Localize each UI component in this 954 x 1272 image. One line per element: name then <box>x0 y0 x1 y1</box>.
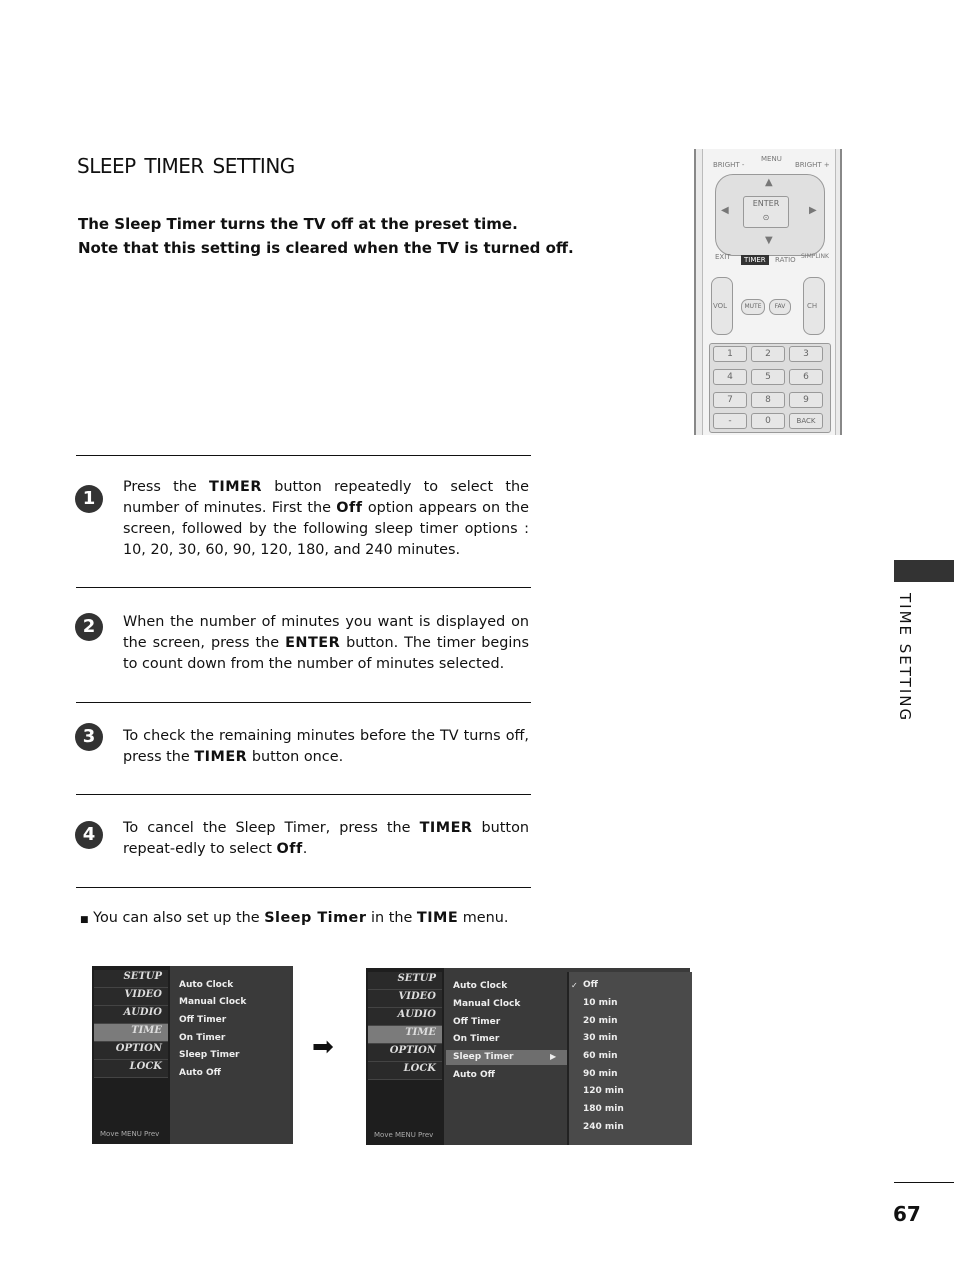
text-run: . <box>302 841 308 857</box>
bright-minus-label: BRIGHT - <box>713 161 745 169</box>
menu-item-sleep-timer: Sleep Timer <box>179 1050 240 1060</box>
key-4: 4 <box>713 369 747 385</box>
menu-item-sleep-timer: Sleep Timer <box>453 1052 514 1062</box>
exit-label: EXIT <box>715 253 731 261</box>
right-arrow-icon: ➡ <box>312 1032 334 1062</box>
category-option: OPTION <box>368 1044 442 1062</box>
text-run: in the <box>366 910 417 926</box>
key-3: 3 <box>789 346 823 362</box>
menu-label: MENU <box>761 155 782 163</box>
option-10: 10 min <box>583 998 618 1008</box>
category-audio: AUDIO <box>94 1006 168 1024</box>
option-240: 240 min <box>583 1122 624 1132</box>
divider <box>76 702 531 703</box>
simplink-label: SIMPLINK <box>801 253 829 260</box>
text-run: To cancel the Sleep Timer, press the <box>123 820 420 836</box>
menu-item-auto-clock: Auto Clock <box>453 981 508 991</box>
text-run: button. The timer begins to count down from the number of minutes selected. <box>123 635 529 672</box>
menu-item-on-timer: On Timer <box>179 1033 226 1043</box>
step-2-number: 2 <box>75 613 103 641</box>
key-8: 8 <box>751 392 785 408</box>
category-setup: SETUP <box>94 970 168 988</box>
menu-item-manual-clock: Manual Clock <box>453 999 521 1009</box>
key-7: 7 <box>713 392 747 408</box>
option-60: 60 min <box>583 1051 618 1061</box>
key-2: 2 <box>751 346 785 362</box>
section-tab <box>894 560 954 582</box>
footer-divider <box>894 1182 954 1183</box>
page-number: 67 <box>893 1202 921 1226</box>
menu-item-auto-clock: Auto Clock <box>179 980 234 990</box>
submenu-pointer-icon: ▶ <box>550 1052 557 1061</box>
menu-item-on-timer: On Timer <box>453 1034 500 1044</box>
text-run: button repeat-edly to select <box>123 820 529 857</box>
menu-item-auto-off: Auto Off <box>179 1068 221 1078</box>
sleep-timer-keyword: Sleep Timer <box>264 910 367 926</box>
text-run: button repeatedly to select the number of minutes. First the <box>123 479 529 516</box>
category-option: OPTION <box>94 1042 168 1060</box>
category-lock: LOCK <box>368 1062 442 1080</box>
remote-control-illustration <box>694 149 842 435</box>
menu-category-sidebar <box>366 968 444 1145</box>
divider <box>76 887 531 888</box>
option-90: 90 min <box>583 1069 618 1079</box>
option-180: 180 min <box>583 1104 624 1114</box>
enter-label: ENTER <box>752 199 780 208</box>
check-icon: ✓ <box>571 981 578 990</box>
bullet-icon: ■ <box>80 915 89 925</box>
up-arrow-icon: ▲ <box>765 177 773 188</box>
divider <box>76 794 531 795</box>
step-1-text <box>123 477 529 561</box>
section-label: TIME SETTING <box>896 593 914 723</box>
enter-button: ENTER ⊙ <box>743 196 789 228</box>
intro-line-2: Note that this setting is cleared when the TV is turned off. <box>78 239 574 257</box>
mute-button: MUTE <box>741 299 765 315</box>
category-time: TIME <box>94 1024 168 1042</box>
menu-item-manual-clock: Manual Clock <box>179 997 247 1007</box>
ratio-label: RATIO <box>775 256 796 264</box>
right-arrow-icon: ▶ <box>809 205 817 216</box>
menu-item-off-timer: Off Timer <box>453 1017 501 1027</box>
category-setup: SETUP <box>368 972 442 990</box>
timer-keyword: TIMER <box>209 479 262 495</box>
key-9: 9 <box>789 392 823 408</box>
option-20: 20 min <box>583 1016 618 1026</box>
category-audio: AUDIO <box>368 1008 442 1026</box>
key-0: 0 <box>751 413 785 429</box>
category-video: VIDEO <box>368 990 442 1008</box>
left-arrow-icon: ◀ <box>721 205 729 216</box>
step-1-number: 1 <box>75 485 103 513</box>
text-run: To check the remaining minutes before the TV turns off, press the <box>123 728 529 765</box>
category-time: TIME <box>368 1026 442 1044</box>
text-run: button once. <box>247 749 344 765</box>
intro-line-1: The Sleep Timer turns the TV off at the preset time. <box>78 215 518 233</box>
timer-keyword: TIMER <box>194 749 248 765</box>
key-6: 6 <box>789 369 823 385</box>
ch-label: CH <box>807 302 818 310</box>
text-run: You can also set up the <box>93 910 265 926</box>
option-120: 120 min <box>583 1086 624 1096</box>
menu-item-auto-off: Auto Off <box>453 1070 495 1080</box>
text-run: menu. <box>458 910 509 926</box>
vol-label: VOL <box>713 302 728 310</box>
menu-footer: Move MENU Prev <box>100 1130 160 1138</box>
enter-keyword: ENTER <box>285 635 341 651</box>
off-keyword: Off <box>276 841 303 857</box>
off-keyword: Off <box>336 500 363 516</box>
menu-category-sidebar <box>92 966 170 1144</box>
timer-keyword: TIMER <box>419 820 473 836</box>
category-video: VIDEO <box>94 988 168 1006</box>
sleep-timer-menu-screenshot <box>366 968 690 1145</box>
note <box>80 910 508 926</box>
down-arrow-icon: ▼ <box>765 235 773 246</box>
step-4-text <box>123 818 529 860</box>
fav-button: FAV <box>769 299 791 315</box>
menu-item-off-timer: Off Timer <box>179 1015 227 1025</box>
time-keyword: TIME <box>416 910 459 926</box>
option-off: Off <box>583 980 598 990</box>
category-lock: LOCK <box>94 1060 168 1078</box>
text-run: Press the <box>123 479 210 495</box>
bright-plus-label: BRIGHT + <box>795 161 830 169</box>
key-1: 1 <box>713 346 747 362</box>
step-2-text <box>123 612 529 675</box>
key-back: BACK <box>789 413 823 429</box>
key-5: 5 <box>751 369 785 385</box>
step-3-number: 3 <box>75 723 103 751</box>
step-4-number: 4 <box>75 821 103 849</box>
page-title: sleep timer setting <box>77 146 295 180</box>
option-30: 30 min <box>583 1033 618 1043</box>
divider <box>76 587 531 588</box>
text-run: When the number of minutes you want is displayed on the screen, press the <box>123 614 529 651</box>
timer-button: TIMER <box>741 255 769 265</box>
intro-text <box>78 212 574 260</box>
time-menu-screenshot <box>92 966 293 1144</box>
text-run: option appears on the screen, followed by the following sleep timer options : 10, 20, 30, 60, 90, 120, 180, and 240 minutes. <box>123 500 529 558</box>
menu-footer: Move MENU Prev <box>374 1131 434 1139</box>
divider <box>76 455 531 456</box>
key-dash: - <box>713 413 747 429</box>
step-3-text <box>123 726 529 768</box>
